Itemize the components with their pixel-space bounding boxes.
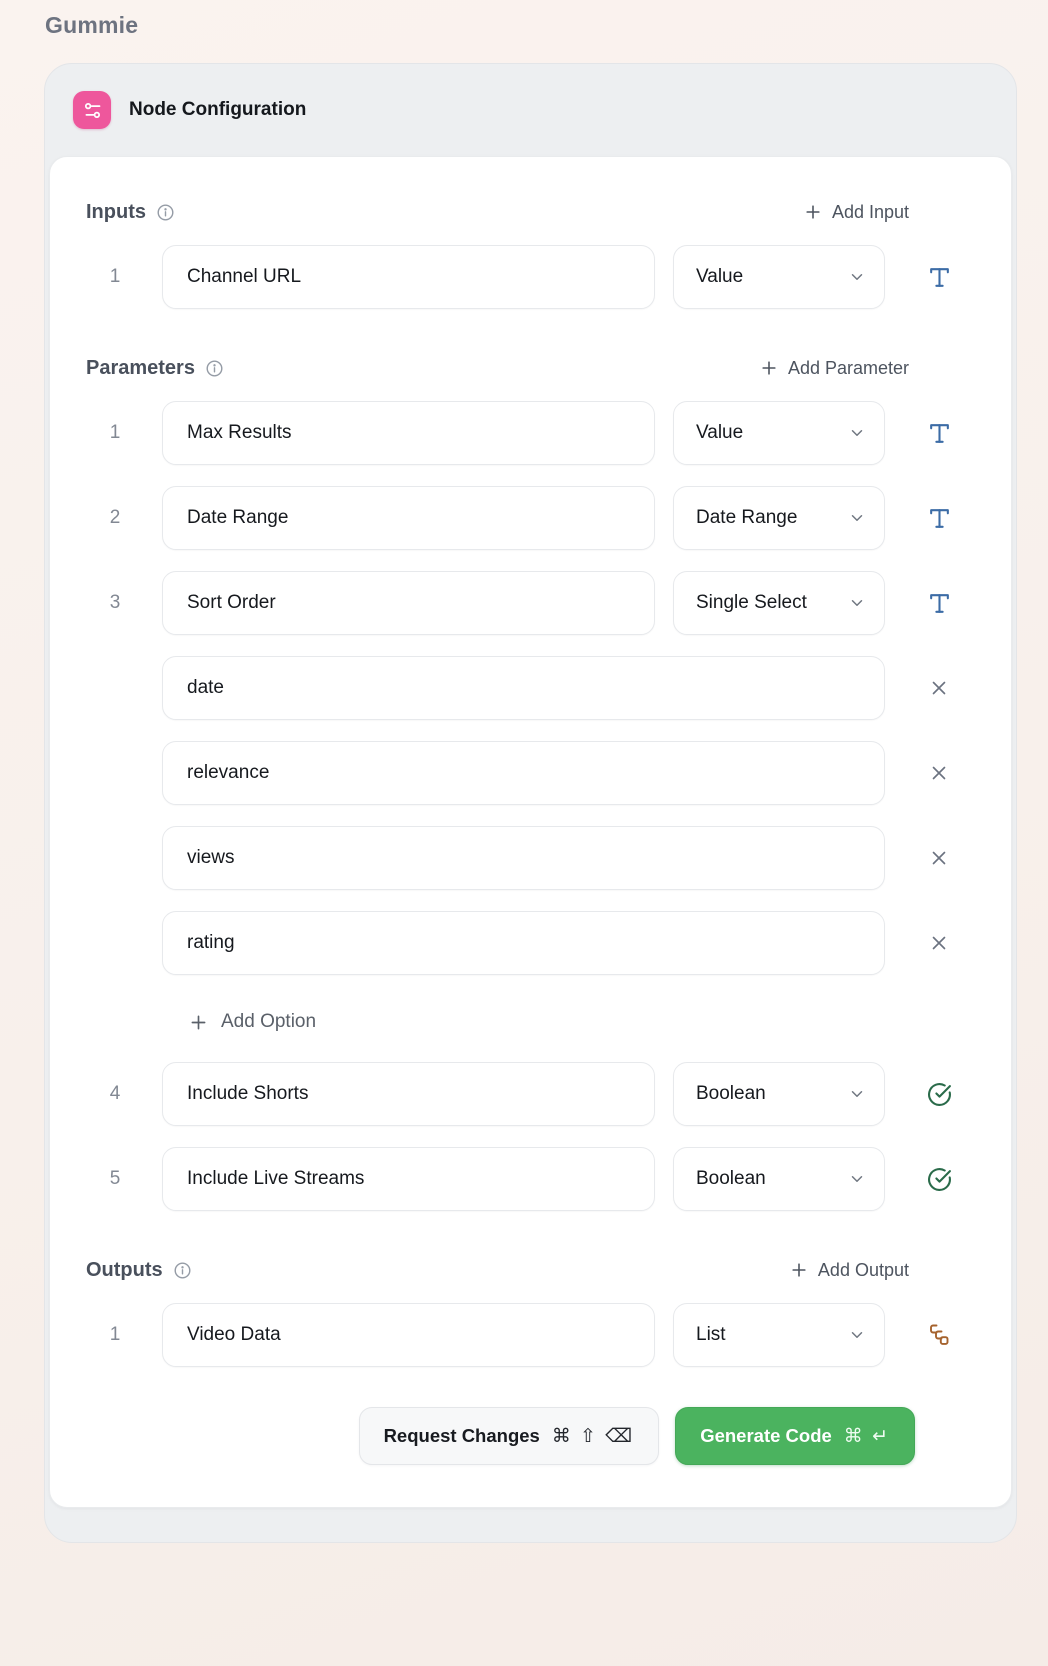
type-text-icon [903,265,975,290]
sliders-icon [73,91,111,129]
input-type-value: Value [696,266,744,287]
page-title: Gummie [45,12,139,38]
add-parameter-button[interactable] [759,358,909,379]
parameter-row [86,486,975,550]
generate-code-shortcut: ⌘ ↵ [843,1425,890,1447]
row-number: 2 [109,507,121,528]
output-name-field[interactable] [162,1303,655,1367]
info-icon[interactable] [173,1261,192,1280]
chevron-down-icon [848,1326,866,1344]
info-icon[interactable] [205,359,224,378]
row-number: 1 [109,422,121,443]
parameters-section-header [86,353,975,383]
inputs-section-header [86,197,975,227]
output-type-dropdown[interactable] [673,1303,885,1367]
request-changes-label: Request Changes [383,1425,540,1446]
parameter-type-value: Boolean [696,1168,766,1189]
plus-icon [789,1260,809,1280]
input-type-dropdown[interactable] [673,245,885,309]
generate-code-label: Generate Code [700,1425,832,1446]
node-configuration-card [44,63,1017,1543]
chevron-down-icon [848,594,866,612]
generate-code-button[interactable] [675,1407,915,1465]
parameter-type-dropdown[interactable] [673,486,885,550]
type-text-icon [903,421,975,446]
request-changes-shortcut: ⌘ ⇧ ⌫ [551,1425,635,1447]
remove-option-button[interactable] [919,668,959,708]
chevron-down-icon [848,424,866,442]
parameter-name-field[interactable] [162,1147,655,1211]
parameter-row [86,571,975,635]
type-text-icon [903,591,975,616]
add-option-button[interactable] [188,996,316,1048]
parameter-type-dropdown[interactable] [673,1062,885,1126]
parameter-name-field[interactable] [162,486,655,550]
configuration-body [49,156,1012,1508]
x-icon [928,762,950,784]
x-icon [928,847,950,869]
parameters-label: Parameters [86,356,195,379]
row-number: 1 [109,1324,121,1345]
option-value-field[interactable] [162,826,885,890]
outputs-label: Outputs [86,1258,163,1281]
input-name-field[interactable] [162,245,655,309]
parameter-type-dropdown[interactable] [673,571,885,635]
x-icon [928,677,950,699]
parameter-row [86,1062,975,1126]
select-option-row [86,911,975,975]
option-value-field[interactable] [162,741,885,805]
parameter-type-value: Single Select [696,592,807,613]
outputs-section-header [86,1255,975,1285]
request-changes-button[interactable] [359,1407,660,1465]
parameter-type-value: Boolean [696,1083,766,1104]
chevron-down-icon [848,1085,866,1103]
add-parameter-label: Add Parameter [787,357,909,378]
add-option-row [86,996,975,1048]
action-footer [86,1407,975,1465]
output-row [86,1303,975,1367]
add-input-button[interactable] [803,202,909,223]
option-value-field[interactable] [162,911,885,975]
parameter-type-dropdown[interactable] [673,401,885,465]
panel-header [45,64,1016,156]
remove-option-button[interactable] [919,923,959,963]
select-option-row [86,741,975,805]
info-icon[interactable] [156,203,175,222]
row-number: 1 [109,266,121,287]
parameter-row [86,401,975,465]
input-row [86,245,975,309]
type-text-icon [903,506,975,531]
select-option-row [86,826,975,890]
select-option-row [86,656,975,720]
plus-icon [759,358,779,378]
chevron-down-icon [848,509,866,527]
add-option-label: Add Option [221,1011,317,1032]
output-type-value: List [696,1324,726,1345]
parameter-type-value: Date Range [696,507,798,528]
row-number: 5 [109,1168,121,1189]
parameter-name-field[interactable] [162,1062,655,1126]
parameter-name-field[interactable] [162,571,655,635]
parameter-type-dropdown[interactable] [673,1147,885,1211]
inputs-label: Inputs [86,200,146,223]
add-input-label: Add Input [831,201,909,222]
add-output-label: Add Output [817,1259,909,1280]
option-value-field[interactable] [162,656,885,720]
chevron-down-icon [848,268,866,286]
row-number: 3 [109,592,121,613]
add-output-button[interactable] [789,1260,909,1281]
list-cascade-icon [903,1323,975,1347]
x-icon [928,932,950,954]
parameter-type-value: Value [696,422,744,443]
remove-option-button[interactable] [919,838,959,878]
plus-icon [188,1012,209,1033]
circle-check-icon [903,1167,975,1192]
row-number: 4 [109,1083,121,1104]
panel-title: Node Configuration [129,99,307,120]
circle-check-icon [903,1082,975,1107]
plus-icon [803,202,823,222]
parameter-row [86,1147,975,1211]
parameter-name-field[interactable] [162,401,655,465]
remove-option-button[interactable] [919,753,959,793]
chevron-down-icon [848,1170,866,1188]
